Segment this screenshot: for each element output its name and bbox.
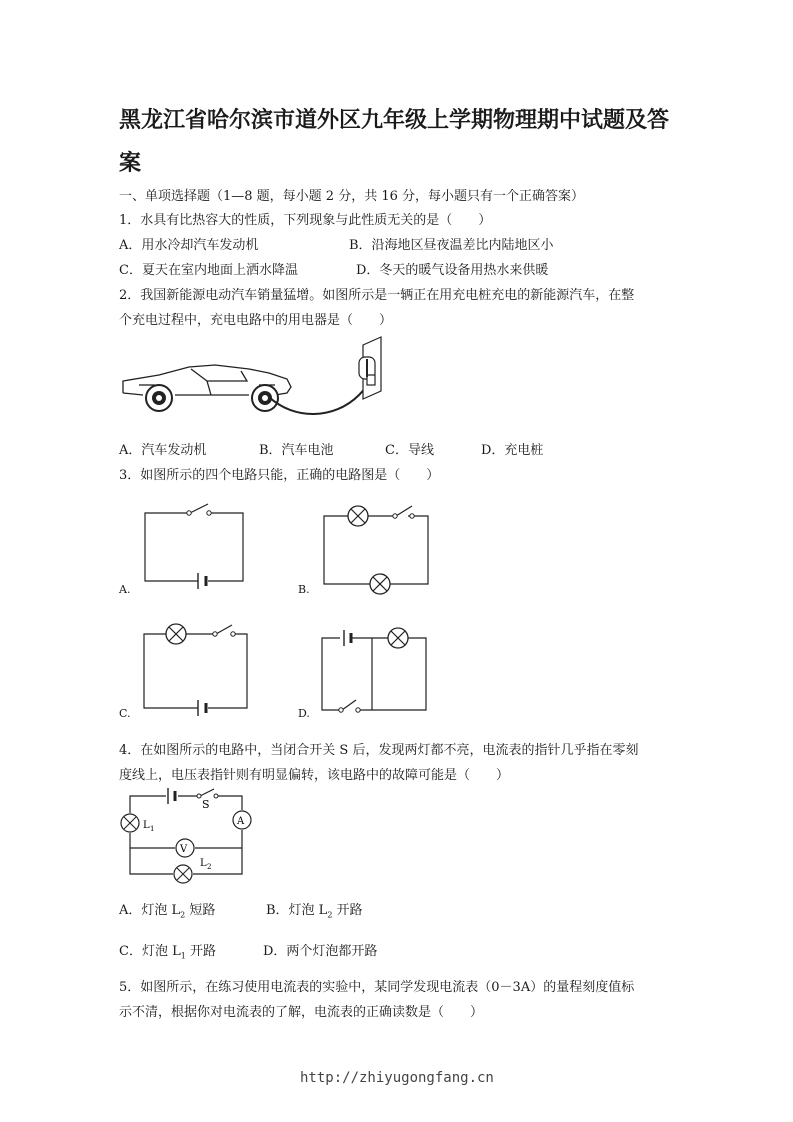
q4-option-b: B．灯泡 $L_2$ 开路 bbox=[266, 903, 363, 920]
q4-fig-label-ammeter: A bbox=[237, 816, 245, 827]
q1-stem: 1．水具有比热容大的性质，下列现象与此性质无关的是（ ） bbox=[119, 213, 492, 228]
q4-stem-line2: 度线上，电压表指针则有明显偏转，该电路中的故障可能是（ ） bbox=[119, 768, 510, 783]
q4-fig-label-l1: L bbox=[143, 820, 150, 831]
q2-option-b: B．汽车电池 bbox=[259, 443, 334, 458]
q3-label-c: C. bbox=[119, 707, 131, 720]
q2-stem-line2: 个充电过程中，充电电路中的用电器是（ ） bbox=[119, 313, 393, 328]
q1-option-b: B．沿海地区昼夜温差比内陆地区小 bbox=[349, 238, 554, 253]
q1-option-a: A．用水冷却汽车发动机 bbox=[119, 238, 259, 253]
q1-option-d: D．冬天的暖气设备用热水来供暖 bbox=[356, 263, 549, 278]
circuit-a-figure bbox=[140, 498, 250, 590]
footer-url[interactable]: http://zhiyugongfang.cn bbox=[300, 1070, 494, 1086]
q3-label-d: D. bbox=[298, 707, 310, 720]
q2-option-a: A．汽车发动机 bbox=[119, 443, 207, 458]
section-header: 一、单项选择题（1—8 题，每小题 2 分，共 16 分，每小题只有一个正确答案） bbox=[119, 189, 585, 204]
q4-stem-line1: 4．在如图所示的电路中，当闭合开关 S 后，发现两灯都不亮，电流表的指针几乎指在零刻 bbox=[119, 743, 639, 758]
q4-fig-label-l1-sub: 1 bbox=[150, 825, 155, 833]
q4-option-d: D．两个灯泡都开路 bbox=[263, 944, 378, 959]
q1-option-c: C．夏天在室内地面上洒水降温 bbox=[119, 263, 298, 278]
q4-fig-label-l2-sub: 2 bbox=[207, 863, 212, 871]
car-charging-figure bbox=[119, 335, 399, 425]
q4-fig-label-voltmeter: V bbox=[180, 844, 188, 855]
page-title: 黑龙江省哈尔滨市道外区九年级上学期物理期中试题及答 bbox=[119, 108, 670, 133]
q5-stem-line2: 示不清，根据你对电流表的了解，电流表的正确读数是（ ） bbox=[119, 1005, 484, 1020]
q2-stem-line1: 2．我国新能源电动汽车销量猛增。如图所示是一辆正在用充电桩充电的新能源汽车，在整 bbox=[119, 288, 635, 303]
q3-label-b: B. bbox=[298, 583, 310, 596]
q4-circuit-figure bbox=[118, 786, 258, 890]
circuit-b-figure bbox=[318, 498, 433, 594]
circuit-d-figure bbox=[318, 622, 433, 718]
q2-option-c: C．导线 bbox=[385, 443, 434, 458]
q4-fig-label-s: S bbox=[202, 798, 210, 811]
q5-stem-line1: 5．如图所示，在练习使用电流表的实验中，某同学发现电流表（0－3A）的量程刻度值标 bbox=[119, 980, 635, 995]
q4-fig-label-l2: L bbox=[200, 858, 207, 869]
q3-label-a: A. bbox=[119, 583, 131, 596]
page-title-continued: 案 bbox=[119, 151, 142, 176]
q3-stem: 3．如图所示的四个电路只能，正确的电路图是（ ） bbox=[119, 468, 440, 483]
circuit-c-figure bbox=[140, 620, 252, 720]
q2-option-d: D．充电桩 bbox=[481, 443, 544, 458]
q4-option-a: A．灯泡 $L_2$ 短路 bbox=[119, 903, 216, 920]
q4-option-c: C．灯泡 $L_1$ 开路 bbox=[119, 944, 216, 961]
